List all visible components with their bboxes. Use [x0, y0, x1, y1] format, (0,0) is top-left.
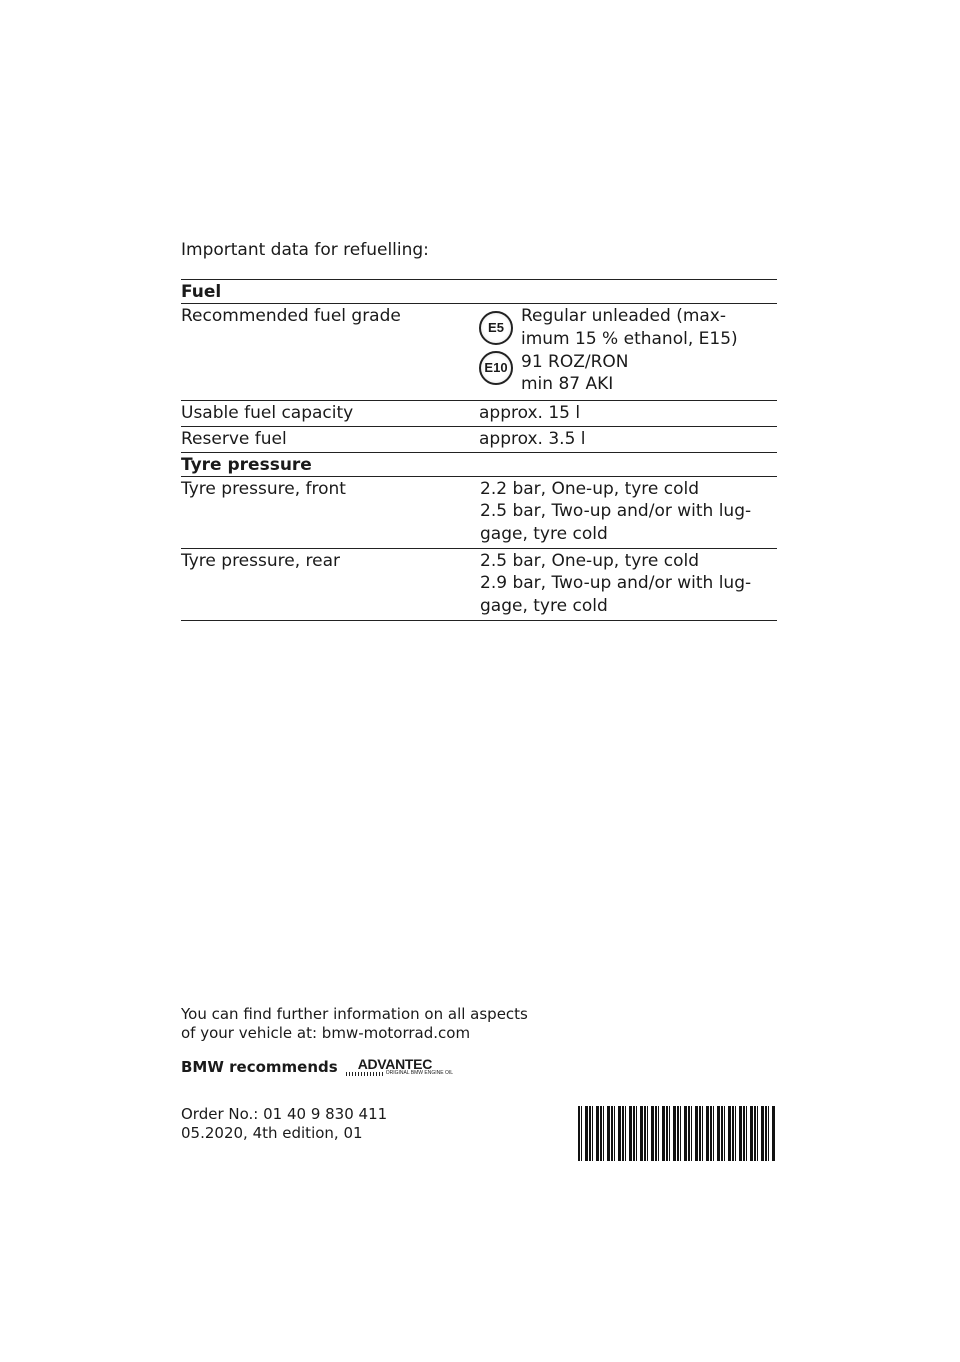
- tyre-heading-row: [181, 453, 777, 477]
- further-information: [181, 1005, 528, 1043]
- intro-text: Important data for refuelling:: [181, 240, 429, 260]
- tyre-front-line: 2.2 bar, One-up, tyre cold: [480, 479, 700, 499]
- tyre-rear-line: gage, tyre cold: [480, 596, 608, 616]
- fuel-heading-row: [181, 280, 777, 304]
- advantec-logo-text: ADVANTEC: [357, 1056, 433, 1072]
- advantec-logo: [346, 1057, 453, 1076]
- tyre-front-row: [181, 477, 777, 549]
- edition: 05.2020, 4th edition, 01: [181, 1124, 363, 1142]
- fuel-capacity-row: [181, 401, 777, 427]
- recommended-fuel-value: [479, 304, 777, 400]
- tyre-rear-value: [479, 549, 777, 620]
- fuel-capacity-value: approx. 15 l: [479, 403, 581, 423]
- fuel-grade-line: imum 15 % ethanol, E15): [521, 329, 738, 349]
- barcode-icon: [578, 1106, 776, 1161]
- tyre-rear-line: 2.5 bar, One-up, tyre cold: [480, 551, 700, 571]
- tyre-rear-label: Tyre pressure, rear: [181, 551, 340, 571]
- reserve-fuel-label: Reserve fuel: [181, 429, 287, 449]
- tyre-front-line: gage, tyre cold: [480, 524, 608, 544]
- reserve-fuel-value: approx. 3.5 l: [479, 429, 586, 449]
- bmw-recommends: [181, 1057, 453, 1076]
- fuel-grade-line: Regular unleaded (max-: [521, 306, 727, 326]
- logo-stripes-icon: [346, 1072, 384, 1076]
- recommended-fuel-label: Recommended fuel grade: [181, 306, 401, 326]
- info-line: of your vehicle at: bmw-motorrad.com: [181, 1024, 471, 1042]
- advantec-logo-sub: [346, 1071, 453, 1076]
- e5-badge-icon: E5: [479, 311, 513, 345]
- fuel-grade-line: 91 ROZ/RON: [521, 352, 629, 372]
- tyre-heading: Tyre pressure: [181, 454, 312, 475]
- tyre-front-line: 2.5 bar, Two-up and/or with lug-: [480, 501, 752, 521]
- fuel-badges: [479, 305, 521, 398]
- tyre-front-value: [479, 477, 777, 548]
- refuelling-table: [181, 279, 777, 621]
- tyre-rear-row: [181, 549, 777, 621]
- tyre-front-label: Tyre pressure, front: [181, 479, 346, 499]
- tyre-rear-line: 2.9 bar, Two-up and/or with lug-: [480, 573, 752, 593]
- order-number: Order No.: 01 40 9 830 411: [181, 1105, 388, 1123]
- info-line: You can find further information on all aspects: [181, 1005, 528, 1023]
- recommended-fuel-row: [181, 304, 777, 401]
- reserve-fuel-row: [181, 427, 777, 453]
- fuel-heading: Fuel: [181, 281, 222, 302]
- e10-badge-icon: E10: [479, 351, 513, 385]
- fuel-grade-text: [521, 305, 777, 398]
- advantec-logo-subtext: ORIGINAL BMW ENGINE OIL: [385, 1070, 454, 1076]
- recommends-label: BMW recommends: [181, 1058, 338, 1076]
- order-info: [181, 1105, 387, 1143]
- fuel-capacity-label: Usable fuel capacity: [181, 403, 354, 423]
- fuel-grade-line: min 87 AKI: [521, 374, 614, 394]
